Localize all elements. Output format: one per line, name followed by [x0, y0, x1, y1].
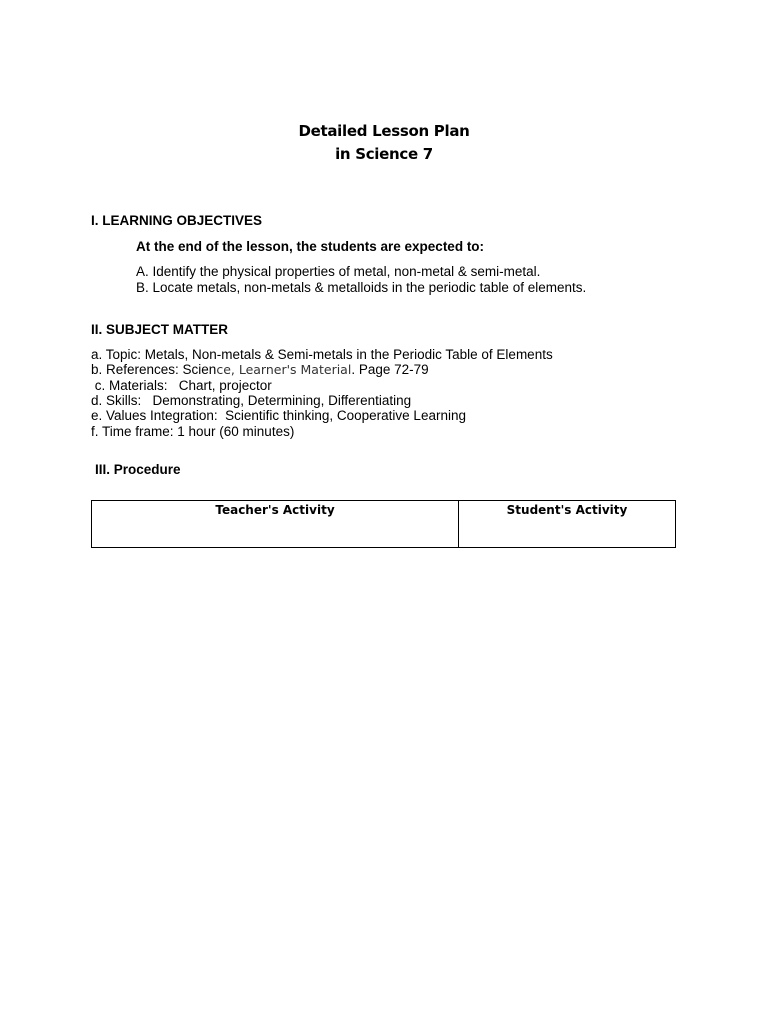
subject-values: e. Values Integration: Scientific thinking, Cooperative Learning	[91, 408, 466, 423]
subject-time-frame: f. Time frame: 1 hour (60 minutes)	[91, 424, 295, 439]
subject-references	[91, 362, 429, 377]
document-title-line2: in Science 7	[335, 145, 433, 163]
procedure-heading: III. Procedure	[95, 462, 181, 477]
subject-materials: c. Materials: Chart, projector	[91, 378, 272, 393]
student-activity-header: Student's Activity	[506, 503, 628, 517]
objectives-intro: At the end of the lesson, the students are expected to:	[136, 239, 485, 254]
references-material: ce, Learner's Material	[216, 362, 352, 377]
objective-item-b: B. Locate metals, non-metals & metalloids in the periodic table of elements.	[136, 280, 587, 295]
subject-topic: a. Topic: Metals, Non-metals & Semi-metals in the Periodic Table of Elements	[91, 347, 553, 362]
subject-matter-heading: II. SUBJECT MATTER	[91, 322, 229, 337]
document-title-line1: Detailed Lesson Plan	[298, 122, 470, 140]
teacher-activity-header: Teacher's Activity	[92, 501, 459, 547]
learning-objectives-heading: I. LEARNING OBJECTIVES	[91, 213, 263, 228]
references-suffix: . Page 72-79	[351, 362, 429, 377]
references-prefix: b. References: Scien	[91, 362, 217, 377]
objective-item-a: A. Identify the physical properties of metal, non-metal & semi-metal.	[136, 264, 541, 279]
subject-skills: d. Skills: Demonstrating, Determining, Differentiating	[91, 393, 412, 408]
procedure-table	[91, 500, 676, 548]
